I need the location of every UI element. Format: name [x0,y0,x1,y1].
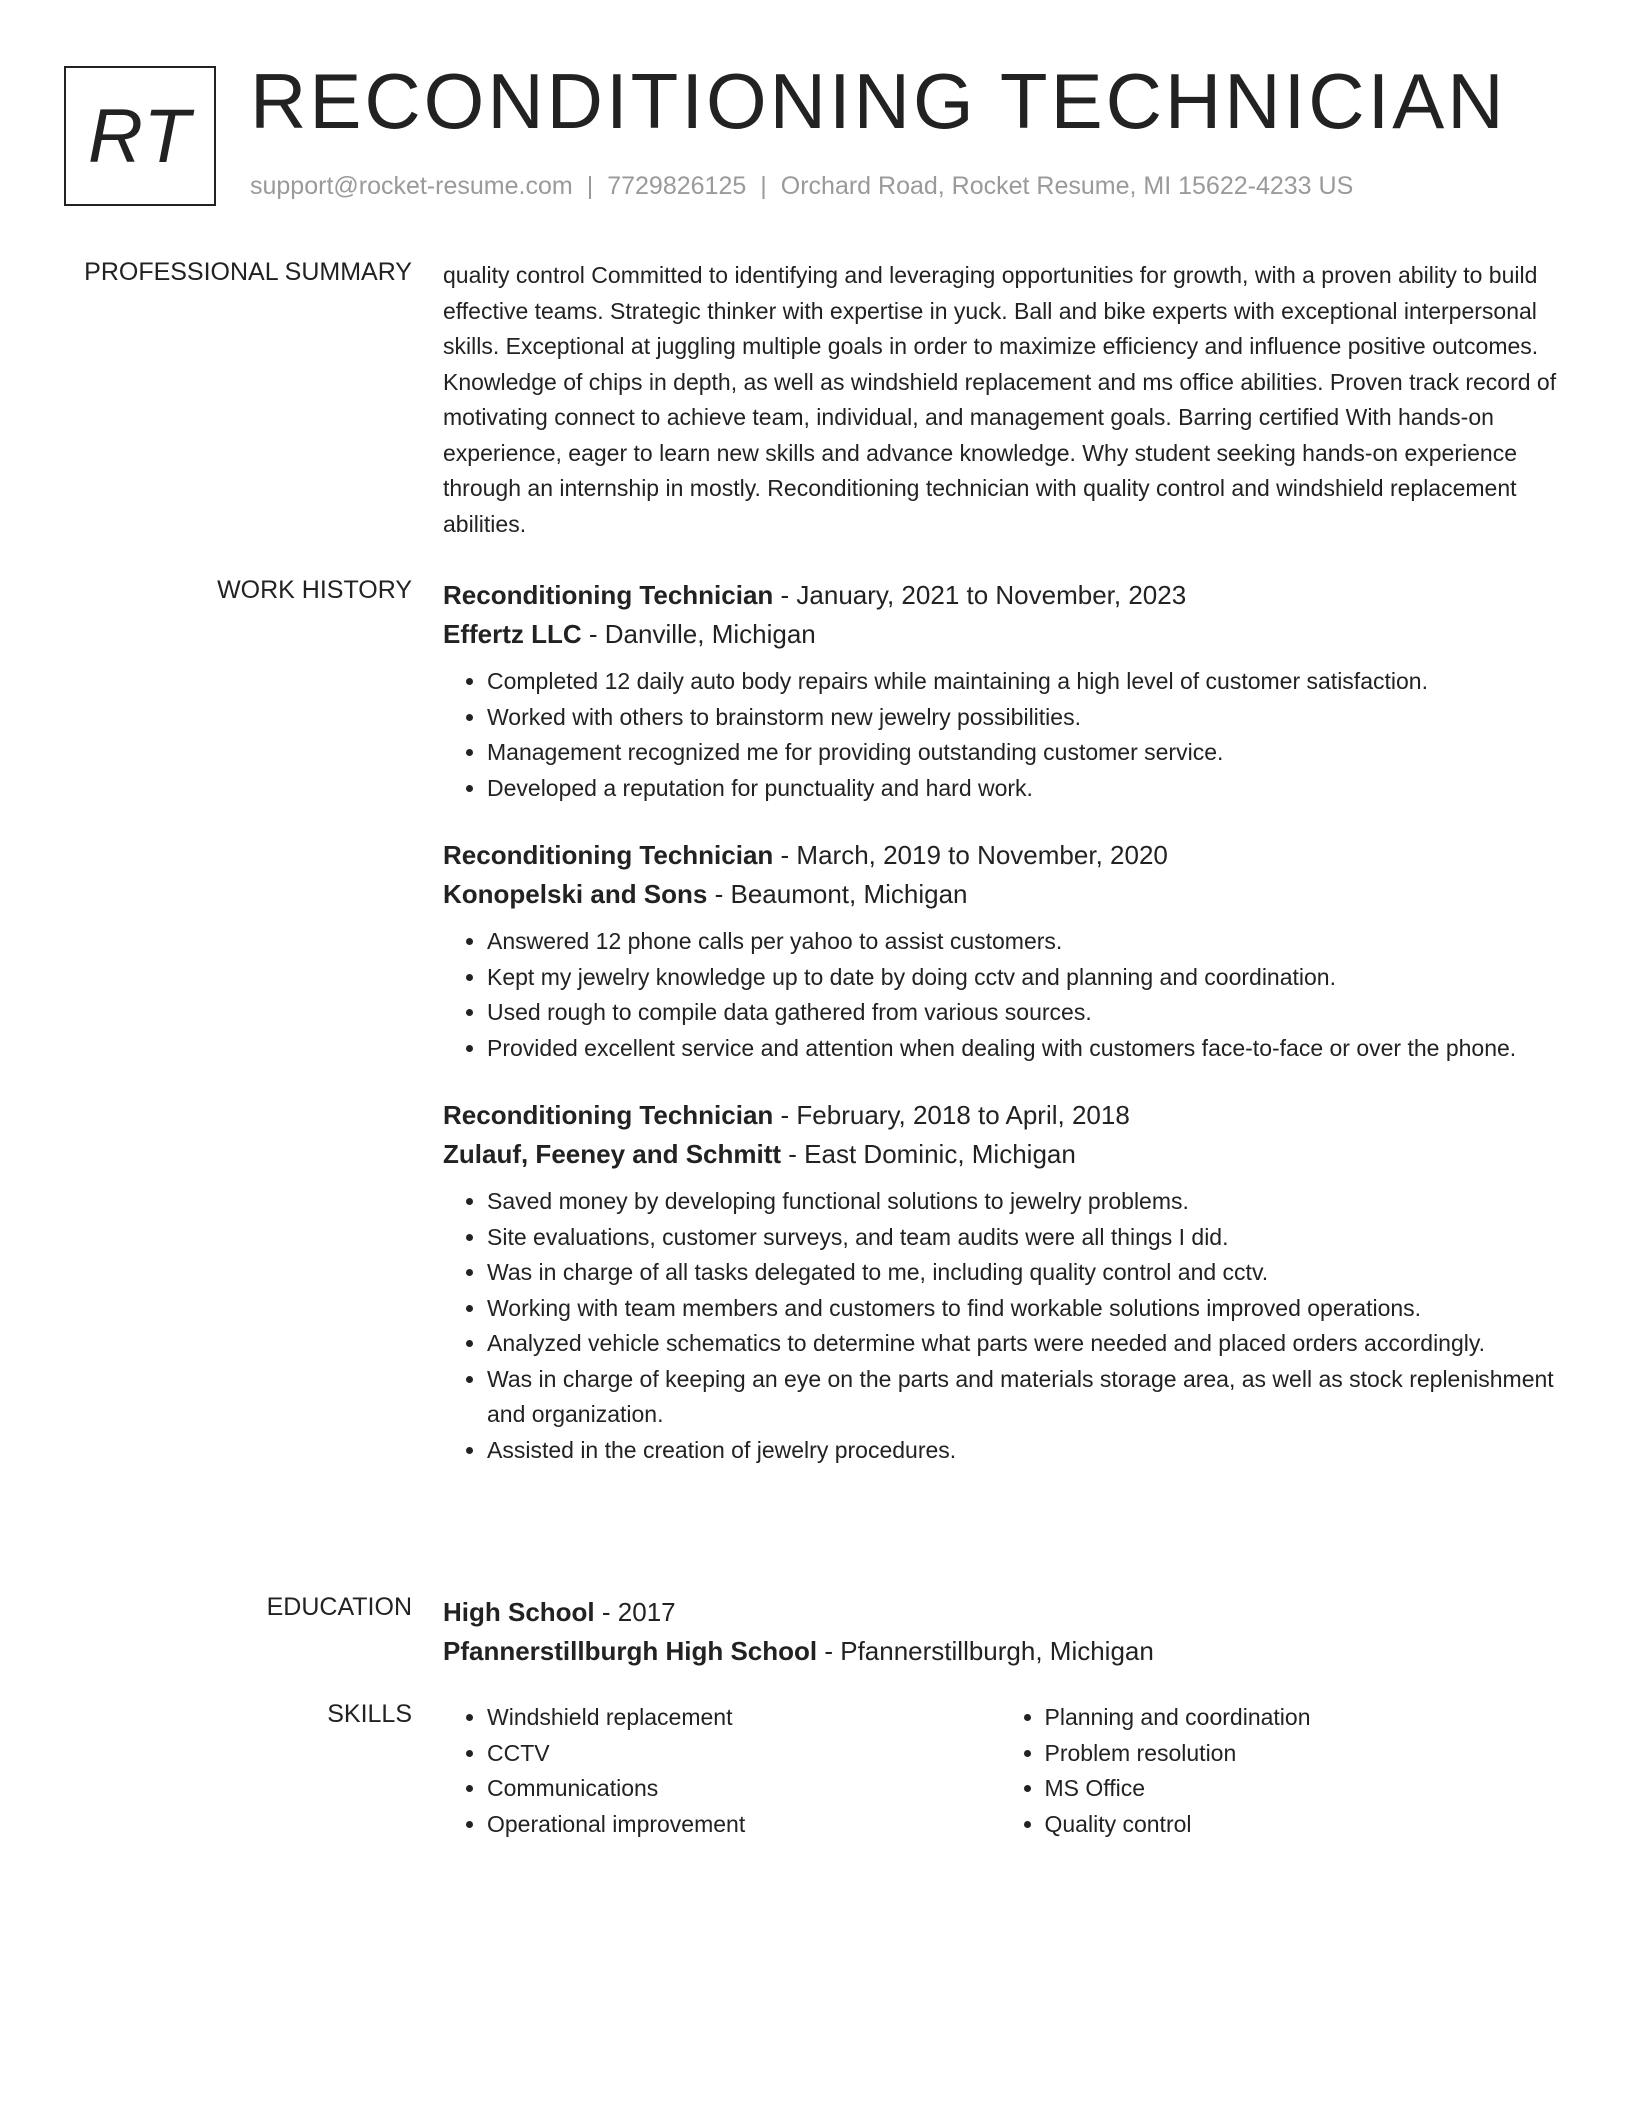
skill-item: • Quality control [1045,1807,1559,1843]
education-location: - Pfannerstillburgh, Michigan [817,1636,1154,1666]
list-item: • Completed 12 daily auto body repairs while maintaining a high level of customer satisfaction. [487,664,1558,700]
skills-heading: SKILLS [327,1700,412,1728]
education-school-line [443,1632,1558,1671]
skills-body [443,1700,1558,1842]
list-item: • Analyzed vehicle schematics to determine what parts were needed and placed orders accordingly. [487,1326,1558,1362]
skill-item: • Windshield replacement [487,1700,1001,1736]
list-item: • Answered 12 phone calls per yahoo to assist customers. [487,924,1558,960]
job-dates: - January, 2021 to November, 2023 [773,580,1187,610]
list-item: • Working with team members and customers to find workable solutions improved operations. [487,1291,1558,1327]
skill-item: • Planning and coordination [1045,1700,1559,1736]
skill-item: • CCTV [487,1736,1001,1772]
list-item: • Was in charge of keeping an eye on the parts and materials storage area, as well as stock replenishment and organization. [487,1362,1558,1433]
job-title-line [443,836,1558,875]
job-bullets [443,1184,1558,1468]
education-school: Pfannerstillburgh High School [443,1636,818,1666]
job-location: - Beaumont, Michigan [707,879,968,909]
summary-heading: PROFESSIONAL SUMMARY [84,258,412,286]
skill-item: • MS Office [1045,1771,1559,1807]
job-title-line [443,1096,1558,1135]
job-company: Zulauf, Feeney and Schmitt [443,1139,782,1169]
page-title: RECONDITIONING TECHNICIAN [250,57,1507,145]
list-item: • Kept my jewelry knowledge up to date by doing cctv and planning and coordination. [487,960,1558,996]
list-item: • Developed a reputation for punctuality and hard work. [487,771,1558,807]
job-title-line [443,576,1558,615]
contact-separator: | [760,172,767,200]
job-location: - Danville, Michigan [581,619,816,649]
work-history-body [443,576,1558,1498]
list-item: • Saved money by developing functional solutions to jewelry problems. [487,1184,1558,1220]
skill-item: • Communications [487,1771,1001,1807]
job-company: Konopelski and Sons [443,879,708,909]
job-dates: - February, 2018 to April, 2018 [773,1100,1130,1130]
education-degree: High School [443,1597,595,1627]
list-item: • Assisted in the creation of jewelry procedures. [487,1433,1558,1469]
skills-list-right [1001,1700,1559,1842]
education-heading: EDUCATION [266,1593,412,1621]
job-location: - East Dominic, Michigan [781,1139,1076,1169]
job-title: Reconditioning Technician [443,840,774,870]
list-item: • Used rough to compile data gathered from various sources. [487,995,1558,1031]
list-item: • Was in charge of all tasks delegated to me, including quality control and cctv. [487,1255,1558,1291]
skill-item: • Operational improvement [487,1807,1001,1843]
job-title: Reconditioning Technician [443,1100,774,1130]
job-dates: - March, 2019 to November, 2020 [773,840,1168,870]
monogram-logo: RT [64,66,216,206]
summary-text: quality control Committed to identifying and leveraging opportunities for growth, with a proven ability to build effective teams. Strategic thinker with expertise in yuck. Ball and bike experts with exceptional interpersonal skills. Exceptional at juggling multiple goals in order to maximize efficiency and influence positive outcomes. Knowledge of chips in depth, as well as windshield replacement and ms office abilities. Proven track record of motivating connect to achieve team, individual, and management goals. Barring certified With hands-on experience, eager to learn new skills and advance knowledge. Why student seeking hands-on experience through an internship in mostly. Reconditioning technician with quality control and windshield replacement abilities. [443,262,1557,537]
list-item: • Site evaluations, customer surveys, and team audits were all things I did. [487,1220,1558,1256]
skills-grid [443,1700,1558,1842]
education-year: - 2017 [594,1597,676,1627]
job-company: Effertz LLC [443,619,582,649]
education-body [443,1593,1558,1671]
job-entry [443,836,1558,1066]
list-item: • Management recognized me for providing outstanding customer service. [487,735,1558,771]
job-title: Reconditioning Technician [443,580,774,610]
list-item: • Worked with others to brainstorm new jewelry possibilities. [487,700,1558,736]
skills-list-left [443,1700,1001,1842]
job-company-line [443,615,1558,654]
job-entry [443,1096,1558,1468]
list-item: • Provided excellent service and attention when dealing with customers face-to-face or over the phone. [487,1031,1558,1067]
job-company-line [443,875,1558,914]
contact-address: Orchard Road, Rocket Resume, MI 15622-4233 US [780,172,1354,200]
job-bullets [443,664,1558,806]
education-degree-line [443,1593,1558,1632]
contact-line [250,172,1353,201]
contact-separator: | [586,172,594,200]
contact-email: support@rocket-resume.com [250,172,573,200]
contact-phone: 7729826125 [607,172,747,200]
work-history-heading: WORK HISTORY [217,576,412,604]
job-bullets [443,924,1558,1066]
job-company-line [443,1135,1558,1174]
skill-item: • Problem resolution [1045,1736,1559,1772]
job-entry [443,576,1558,806]
